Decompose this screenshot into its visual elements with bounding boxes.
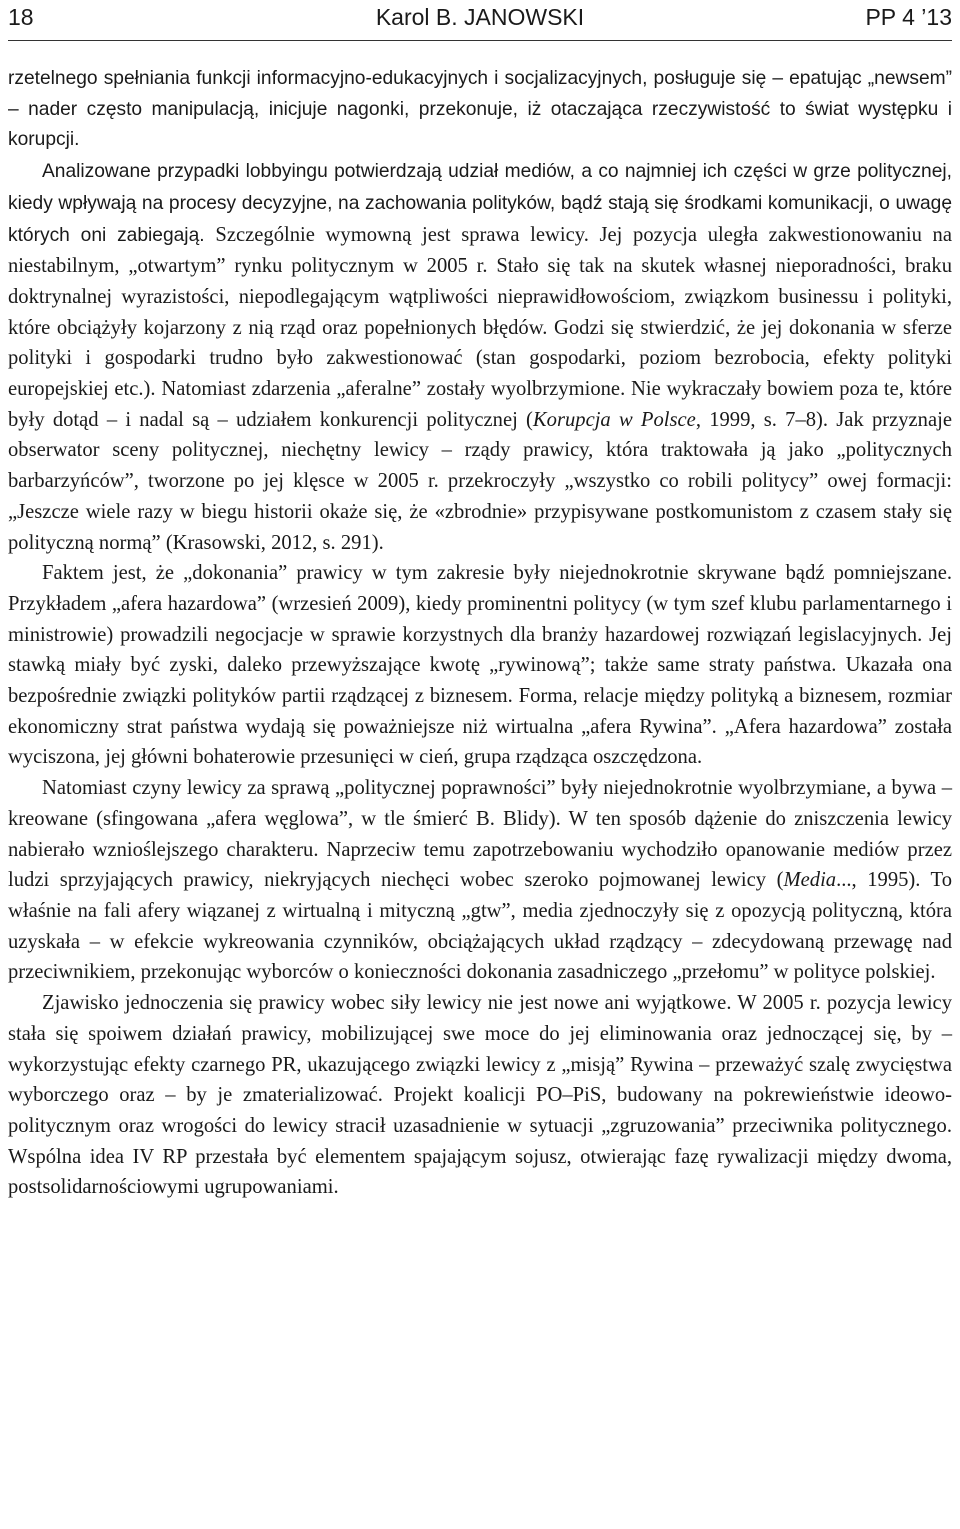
text-run: Faktem jest, że „dokonania” prawicy w tym zakresie były niejednokrotnie skrywane bądź pomniejszane. Przykładem „afera hazardowa” (wrzesień 2009), kiedy prominentni politycy (w tym szef klubu parlamentarnego i ministrowie) prowadzili negocjacje w sprawie korzystnych dla branży hazardowej rozwiązań legislacyjnych. Jej stawką miały być zyski, daleko przewyższające kwotę „rywinową”; także same straty państwa. Ukazała ona bezpośrednie związki polityków partii rządzącej z biznesem. Forma, relacje między polityką a biznesem, rozmiar ekonomiczny strat państwa wydają się poważniejsze niż wirtualna „afera Rywina”. „Afera hazardowa” została wyciszona, jej główni bohaterowie przesunięci w cień, grupa rządząca oszczędzona. xyxy=(8,562,952,769)
page-number: 18 xyxy=(8,4,34,30)
text-run: Analizowane przypadki lobbyingu potwierdzają udział mediów, a co najmniej ich części w grze politycznej, kiedy wpływają na procesy decyzyjne, na zachowania polityków, bądź stają się środkami komunikacji, o uwagę których oni zabiegają. xyxy=(8,161,952,246)
text-run: Natomiast czyny lewicy za sprawą „politycznej poprawności” były niejednokrotnie wyolbrzymiane, a bywa – kreowane (sfingowana „afera węglowa”, w tle śmierć B. Blidy). W ten sposób dążenie do zniszczenia lewicy nabierało wznioślejszego charakteru. Naprzeciw temu zapotrzebowaniu wychodziło opanowanie mediów przez ludzi sprzyjających prawicy, niekryjących niechęci wobec szeroko pojmowanej lewicy ( xyxy=(8,777,952,892)
paragraph-continued xyxy=(8,64,952,156)
italic-citation: Korupcja w Polsce xyxy=(532,408,696,431)
running-header xyxy=(8,0,952,44)
paragraph xyxy=(8,156,952,558)
paragraph xyxy=(8,988,952,1203)
running-author: Karol B. JANOWSKI xyxy=(375,4,585,30)
header-rule xyxy=(8,40,952,41)
text-run: , 1999, s. 7–8). Jak przyznaje obserwator sceny politycznej, niechętny lewicy – rządy prawicy, która traktowała ją jako „politycznych barbarzyńców”, tworzone po jej klęsce w 2005 r. przekroczyły „wszystko co robili politycy” owej formacji: „Jeszcze wiele razy w biegu historii okaże się, że «zbrodnie» przypisywane postkomunistom z czasem stały się polityczną normą” (Krasowski, 2012, s. 291). xyxy=(8,408,952,554)
text-run: Szczególnie wymowną jest sprawa lewicy. Jej pozycja uległa zakwestionowaniu na niestabilnym, „otwartym” rynku politycznym w 2005 r. Stało się tak na skutek własnej nieporadności, braku doktrynalnej wyrazistości, niepodlegającym wątpliwości nieprawidłowościom, związkom businessu i polityki, które obciążyły kojarzony z nią rząd oraz popełnionych błędów. Godzi się stwierdzić, że jej dokonania w sferze polityki i gospodarki trudno było zakwestionować (stan gospodarki, poziom bezrobocia, efekty polityki europejskiej etc.). Natomiast zdarzenia „aferalne” zostały wyolbrzymione. Nie wykraczały bowiem poza te, które były dotąd – i nadal są – udziałem konkurencji politycznej ( xyxy=(8,223,952,431)
italic-citation: Media xyxy=(783,869,837,892)
paragraph xyxy=(8,558,952,773)
text-run: Zjawisko jednoczenia się prawicy wobec siły lewicy nie jest nowe ani wyjątkowe. W 2005 r. pozycja lewicy stała się spoiwem działań prawicy, mobilizującej swe moce do jej eliminowania oraz jednoczącej się, by – wykorzystując efekty czarnego PR, ukazującego związki lewicy z „misją” Rywina – przeważyć szalę zwycięstwa wyborczego oraz – by je zmaterializować. Projekt koalicji PO–PiS, budowany na pokrewieństwie ideowo-politycznym oraz wrogości do lewicy stracił uzasadnienie w sytuacji „zgruzowania” przeciwnika politycznego. Wspólna idea IV RP przestała być elementem spajającym sojusz, otwierając fazę rywalizacji między dwoma, postsolidarnościowymi ugrupowaniami. xyxy=(8,992,952,1199)
paragraph xyxy=(8,773,952,988)
text-run: rzetelnego spełniania funkcji informacyjno-edukacyjnych i socjalizacyjnych, posługuje się – epatując „newsem” – nader często manipulacją, inicjuje nagonki, przekonuje, iż otaczająca rzeczywistość to świat występku i korupcji. xyxy=(8,68,952,151)
article-body xyxy=(8,64,952,1203)
text-run: ..., 1995). To właśnie na fali afery wiązanej z wirtualną i mityczną „gtw”, media zjednoczyły się z opozycją polityczną, która uzyskała – w efekcie wykreowania czynników, obciążających układ rządzący – zdecydowaną przewagę nad przeciwnikiem, przekonując wyborców o konieczności dokonania zasadniczego „przełomu” w polityce polskiej. xyxy=(8,869,952,984)
journal-issue: PP 4 ’13 xyxy=(865,4,952,30)
